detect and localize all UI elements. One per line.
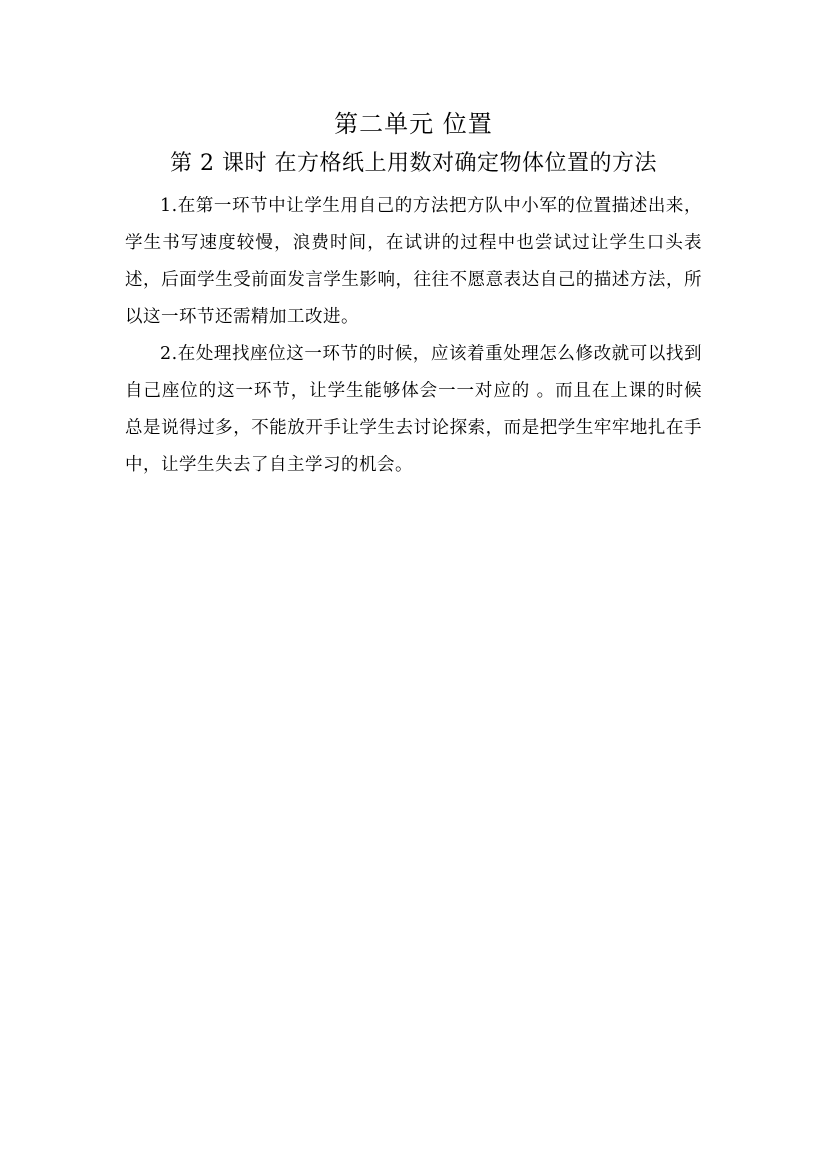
lesson-subtitle: 第 2 课时 在方格纸上用数对确定物体位置的方法	[170, 151, 657, 176]
reflection-paragraph-1: 1.在第一环节中让学生用自己的方法把方队中小军的位置描述出来，学生书写速度较慢，浪费时间，在试讲的过程中也尝试过让学生口头表述，后面学生受前面发言学生影响，往往不愿意表达自己的描述方法，所以这一环节还需精加工改进。	[125, 196, 702, 327]
reflection-paragraph-2: 2.在处理找座位这一环节的时候，应该着重处理怎么修改就可以找到自己座位的这一环节，让学生能够体会一一对应的 。而且在上课的时候总是说得过多，不能放开手让学生去讨论探索，而是把学生牢牢地扎在手中，让学生失去了自主学习的机会。	[125, 344, 702, 475]
page-title: 第二单元 位置	[334, 110, 493, 138]
